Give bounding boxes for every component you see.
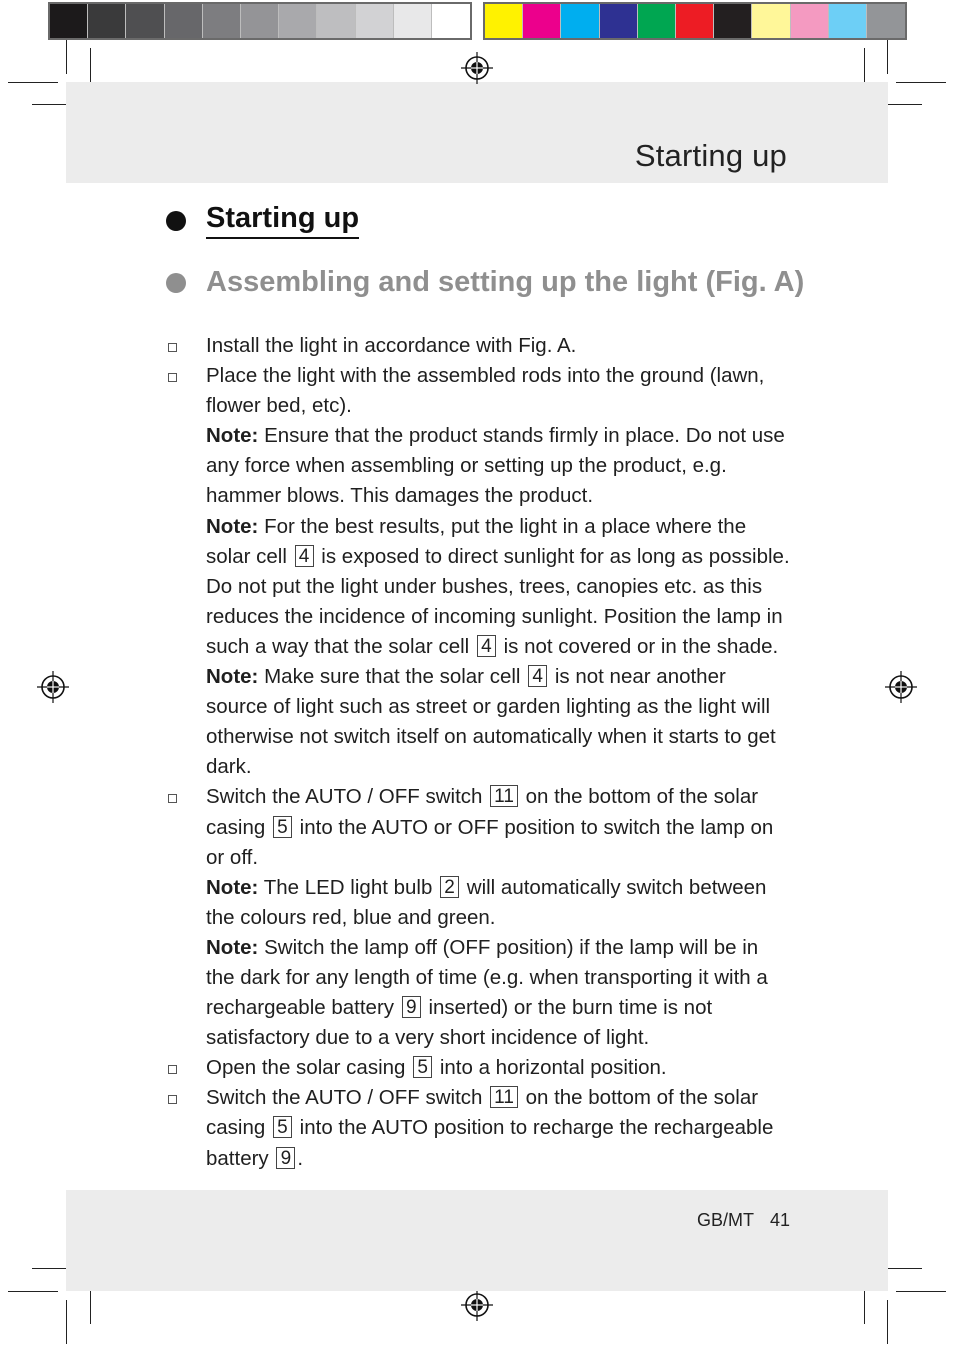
part-reference: 9 bbox=[402, 996, 421, 1018]
gray-swatch bbox=[126, 4, 164, 38]
crop-mark bbox=[8, 1291, 58, 1292]
gray-swatch bbox=[203, 4, 241, 38]
page-number: 41 bbox=[769, 1210, 790, 1230]
section-title: Assembling and setting up the light (Fig. A) bbox=[206, 266, 805, 298]
checkbox-bullet-icon bbox=[168, 1065, 177, 1074]
part-reference: 4 bbox=[477, 635, 496, 657]
color-swatch bbox=[485, 4, 523, 38]
gray-swatch bbox=[279, 4, 317, 38]
bullet-dot-icon bbox=[166, 273, 186, 293]
crop-mark bbox=[896, 1291, 946, 1292]
color-swatch bbox=[829, 4, 867, 38]
crop-mark bbox=[882, 104, 922, 105]
bullet-dot-icon bbox=[166, 211, 186, 231]
part-reference: 11 bbox=[490, 785, 518, 807]
color-swatch bbox=[867, 4, 905, 38]
color-swatch bbox=[714, 4, 752, 38]
list-item bbox=[166, 782, 790, 1053]
crop-mark bbox=[66, 40, 67, 74]
gray-swatch bbox=[356, 4, 394, 38]
part-reference: 2 bbox=[440, 876, 459, 898]
crop-mark bbox=[8, 82, 58, 83]
color-swatch bbox=[561, 4, 599, 38]
color-swatch bbox=[752, 4, 790, 38]
list-item: Install the light in accordance with Fig. A. bbox=[166, 331, 790, 361]
part-reference: 5 bbox=[273, 816, 292, 838]
part-reference: 5 bbox=[413, 1056, 432, 1078]
section-heading-starting-up bbox=[166, 202, 359, 239]
gray-swatch bbox=[165, 4, 203, 38]
registration-mark-icon bbox=[460, 1288, 494, 1322]
checkbox-bullet-icon bbox=[168, 794, 177, 803]
gray-swatch bbox=[394, 4, 432, 38]
footer-language: GB/MT bbox=[696, 1210, 754, 1230]
page-footer bbox=[697, 1210, 790, 1231]
part-reference: 11 bbox=[490, 1086, 518, 1108]
color-swatch bbox=[638, 4, 676, 38]
crop-mark bbox=[887, 40, 888, 74]
color-calibration-strip bbox=[483, 2, 907, 40]
section-title: Starting up bbox=[206, 202, 359, 239]
footer-band bbox=[66, 1190, 888, 1291]
checkbox-bullet-icon bbox=[168, 373, 177, 382]
color-swatch bbox=[791, 4, 829, 38]
crop-mark bbox=[887, 1300, 888, 1344]
crop-mark bbox=[66, 1300, 67, 1344]
gray-swatch bbox=[317, 4, 355, 38]
part-reference: 4 bbox=[528, 665, 547, 687]
list-item-text: Place the light with the assembled rods into the ground (lawn, flower bed, etc). bbox=[206, 364, 765, 418]
note: Note: Switch the lamp off (OFF position) if the lamp will be in the dark for any length of time (e.g. when transporting it with a rechargeable battery 9 inserted) or the burn time is not satisfactory due to a very short incidence of light. bbox=[206, 935, 768, 1050]
color-swatch bbox=[523, 4, 561, 38]
section-heading-assembling bbox=[166, 266, 804, 299]
registration-mark-icon bbox=[460, 51, 494, 85]
grayscale-calibration-strip bbox=[48, 2, 472, 40]
crop-mark bbox=[896, 82, 946, 83]
note: Note: Make sure that the solar cell 4 is not near another source of light such as street or garden lighting as the light will otherwise not switch itself on automatically when it starts to get dark. bbox=[206, 665, 776, 779]
registration-mark-icon bbox=[36, 670, 70, 704]
list-item: Switch the AUTO / OFF switch 11 on the bottom of the solar casing 5 into the AUTO position to recharge the rechargeable battery 9 . bbox=[166, 1083, 790, 1173]
gray-swatch bbox=[432, 4, 470, 38]
part-reference: 4 bbox=[295, 545, 314, 567]
part-reference: 5 bbox=[273, 1116, 292, 1138]
registration-mark-icon bbox=[884, 670, 918, 704]
crop-mark bbox=[882, 1268, 922, 1269]
list-item: Open the solar casing 5 into a horizontal position. bbox=[166, 1053, 790, 1083]
list-item-text: Switch the AUTO / OFF switch 11 on the bottom of the solar casing 5 into the AUTO or OFF position to switch the lamp on or off. bbox=[206, 785, 774, 869]
part-reference: 9 bbox=[276, 1147, 295, 1169]
instructions-body bbox=[166, 331, 790, 1174]
gray-swatch bbox=[88, 4, 126, 38]
page-header-title: Starting up bbox=[634, 138, 787, 173]
gray-swatch bbox=[50, 4, 88, 38]
note: Note: For the best results, put the light in a place where the solar cell 4 is exposed to direct sunlight for as long as possible. Do not put the light under bushes, trees, canopies etc. as this reduces the incidence of incoming sunlight. Position the lamp in such a way that the solar cell 4 is not covered or in the shade. bbox=[206, 514, 790, 658]
checkbox-bullet-icon bbox=[168, 343, 177, 352]
note: Note: Ensure that the product stands firmly in place. Do not use any force when assembling or setting up the product, e.g. hammer blows. This damages the product. bbox=[206, 424, 785, 508]
color-swatch bbox=[600, 4, 638, 38]
gray-swatch bbox=[241, 4, 279, 38]
color-swatch bbox=[676, 4, 714, 38]
list-item bbox=[166, 361, 790, 782]
note: Note: The LED light bulb 2 will automatically switch between the colours red, blue and green. bbox=[206, 875, 767, 929]
checkbox-bullet-icon bbox=[168, 1095, 177, 1104]
